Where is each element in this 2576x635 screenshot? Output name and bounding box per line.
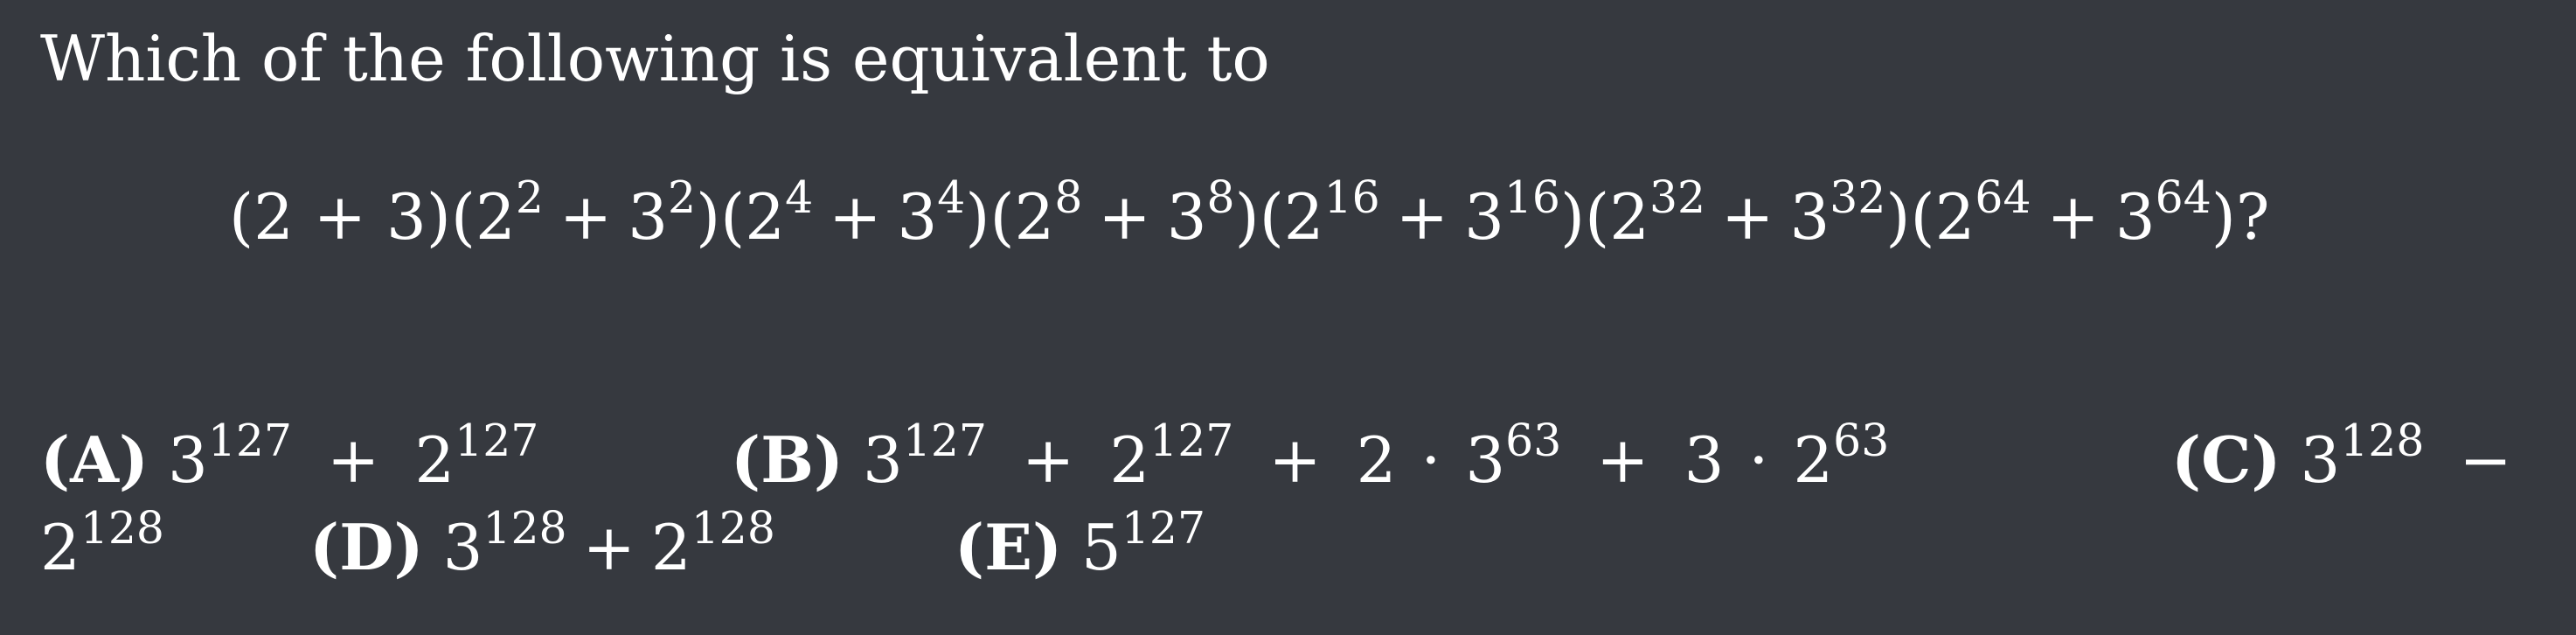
expression-suffix: ? — [2235, 180, 2270, 254]
question-expression — [229, 171, 2270, 255]
question-stem: Which of the following is equivalent to — [40, 22, 1270, 95]
choice-d[interactable]: (D) $3^{128} + 2^{128}$ — [309, 501, 775, 584]
expression-factor: $(2^4 + 3^4)$ — [720, 171, 990, 254]
choice-label: (E) — [955, 510, 1063, 584]
expression-factor: $(2^{16} + 3^{16})$ — [1259, 171, 1586, 254]
choice-a[interactable]: (A) $3^{127} + 2^{127}$ — [40, 414, 539, 497]
expression-prefix: (2 + 3) — [229, 180, 451, 254]
choice-e[interactable]: (E) $5^{127}$ — [955, 501, 1206, 584]
choice-c[interactable]: (C) $3^{128}$ − — [2171, 414, 2512, 497]
expression-factor: $(2^{64} + 3^{64})$ — [1910, 171, 2236, 254]
choice-label: (D) — [309, 510, 424, 584]
expression-factor: $(2^2 + 3^2)$ — [450, 171, 721, 254]
choice-label: (A) — [40, 422, 149, 497]
choice-b[interactable]: (B) $3^{127} + 2^{127} + 2 \cdot 3^{63} + 3 \cdot 2^{63}$ — [731, 414, 1890, 497]
expression-factor: $(2^8 + 3^8)$ — [989, 171, 1260, 254]
choice-c-continued[interactable]: $2^{128}$ — [40, 501, 164, 584]
choice-label: (B) — [731, 422, 844, 497]
expression-factor: $(2^{32} + 3^{32})$ — [1585, 171, 1911, 254]
choice-label: (C) — [2171, 422, 2281, 497]
